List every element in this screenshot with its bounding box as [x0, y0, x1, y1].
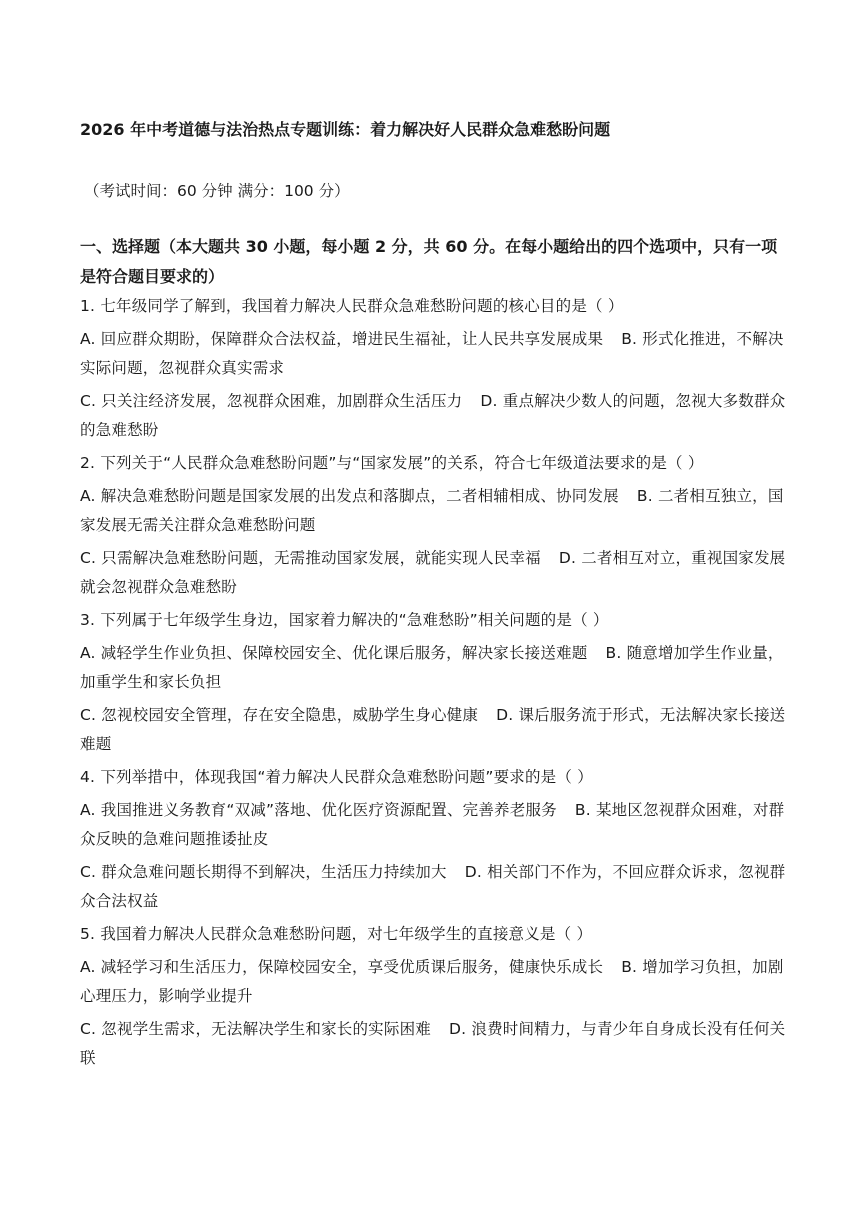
question-item — [80, 920, 792, 1073]
option-c: C. 只关注经济发展，忽视群众困难，加剧群众生活压力 — [80, 392, 463, 410]
question-stem: 4. 下列举措中，体现我国“着力解决人民群众急难愁盼问题”要求的是（ ） — [80, 768, 593, 786]
option-b: B. 二者相互独立，国家发展无需关注群众急难愁盼问题 — [80, 487, 784, 534]
options-ab — [80, 325, 792, 383]
question-list — [80, 292, 792, 1077]
option-b: B. 随意增加学生作业量，加重学生和家长负担 — [80, 644, 784, 691]
document-title: 2026 年中考道德与法治热点专题训练：着力解决好人民群众急难愁盼问题 — [80, 120, 611, 139]
section-heading: 一、选择题（本大题共 30 小题，每小题 2 分，共 60 分。在每小题给出的四个选项中，只有一项是符合题目要求的） — [80, 237, 778, 286]
option-d: D. 重点解决少数人的问题，忽视大多数群众的急难愁盼 — [80, 392, 786, 439]
options-ab — [80, 482, 792, 540]
options-ab — [80, 796, 792, 854]
exam-info: （考试时间：60 分钟 满分：100 分） — [84, 182, 350, 200]
question-item — [80, 763, 792, 916]
option-d: D. 课后服务流于形式，无法解决家长接送难题 — [80, 706, 786, 753]
option-d: D. 二者相互对立，重视国家发展就会忽视群众急难愁盼 — [80, 549, 786, 596]
option-c: C. 忽视校园安全管理，存在安全隐患，威胁学生身心健康 — [80, 706, 479, 724]
option-c: C. 只需解决急难愁盼问题，无需推动国家发展，就能实现人民幸福 — [80, 549, 541, 567]
question-stem: 3. 下列属于七年级学生身边，国家着力解决的“急难愁盼”相关问题的是（ ） — [80, 611, 609, 629]
option-d: D. 相关部门不作为，不回应群众诉求，忽视群众合法权益 — [80, 863, 786, 910]
question-item — [80, 292, 792, 445]
option-c: C. 忽视学生需求，无法解决学生和家长的实际困难 — [80, 1020, 431, 1038]
option-b: B. 增加学习负担，加剧心理压力，影响学业提升 — [80, 958, 784, 1005]
option-c: C. 群众急难问题长期得不到解决，生活压力持续加大 — [80, 863, 447, 881]
options-ab — [80, 953, 792, 1011]
question-stem: 2. 下列关于“人民群众急难愁盼问题”与“国家发展”的关系，符合七年级道法要求的是（ ） — [80, 454, 704, 472]
option-d: D. 浪费时间精力，与青少年自身成长没有任何关联 — [80, 1020, 786, 1067]
question-item — [80, 606, 792, 759]
options-cd — [80, 387, 792, 445]
options-cd — [80, 1015, 792, 1073]
question-stem: 5. 我国着力解决人民群众急难愁盼问题，对七年级学生的直接意义是（ ） — [80, 925, 593, 943]
question-item — [80, 449, 792, 602]
option-a: A. 回应群众期盼，保障群众合法权益，增进民生福祉，让人民共享发展成果 — [80, 330, 604, 348]
options-ab — [80, 639, 792, 697]
option-a: A. 减轻学习和生活压力，保障校园安全，享受优质课后服务，健康快乐成长 — [80, 958, 604, 976]
options-cd — [80, 701, 792, 759]
option-a: A. 解决急难愁盼问题是国家发展的出发点和落脚点，二者相辅相成、协同发展 — [80, 487, 619, 505]
option-a: A. 我国推进义务教育“双减”落地、优化医疗资源配置、完善养老服务 — [80, 801, 557, 819]
option-b: B. 某地区忽视群众困难，对群众反映的急难问题推诿扯皮 — [80, 801, 785, 848]
question-stem: 1. 七年级同学了解到，我国着力解决人民群众急难愁盼问题的核心目的是（ ） — [80, 297, 624, 315]
option-a: A. 减轻学生作业负担、保障校园安全、优化课后服务，解决家长接送难题 — [80, 644, 588, 662]
options-cd — [80, 858, 792, 916]
option-b: B. 形式化推进，不解决实际问题，忽视群众真实需求 — [80, 330, 784, 377]
options-cd — [80, 544, 792, 602]
